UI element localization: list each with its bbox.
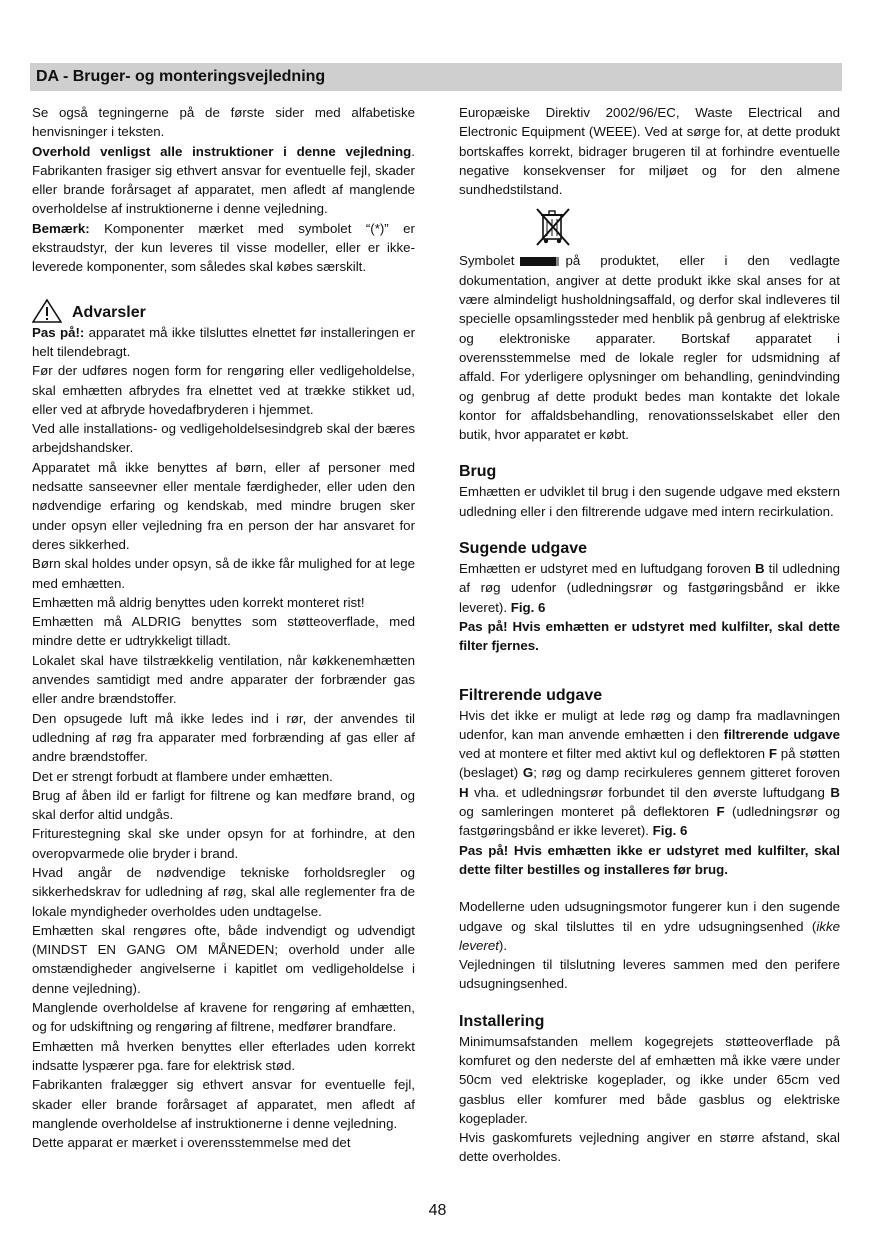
fig-ref: Fig. 6 — [652, 823, 688, 839]
filter-heading: Filtrerende udgave — [459, 686, 603, 704]
warning-item: Emhætten må aldrig benyttes uden korrekt monteret rist! — [32, 594, 365, 610]
filter-paragraph — [459, 706, 840, 841]
filter-text-3: på støtten (beslaget) — [459, 746, 840, 781]
ref-F: F — [768, 746, 777, 762]
connection-paragraph: Vejledningen til tilslutning leveres sammen med den perifere udsugningsenhed. — [459, 957, 840, 992]
filter-text-6: og samleringen monteret på deflektoren — [459, 804, 717, 820]
models-paragraph — [459, 897, 840, 955]
filter-text: Hvis det ikke er muligt at lede røg og damp fra madlavningen udenfor, kan man anvende emhætten i den — [459, 707, 840, 742]
instructions-bold: Overhold venligst alle instruktioner i denne vejledning — [32, 143, 412, 159]
symbol-paragraph — [459, 251, 840, 444]
extraction-paragraph — [459, 559, 840, 617]
warning-item: Apparatet må ikke benyttes af børn, eller af personer med nedsatte sanseevner eller mentale færdigheder, eller uden den nødvendige erfaring og kendskab, med mindre brugen sker under opsyn eller vejledning fra en person der har ansvaret for deres sikkerhed. — [32, 459, 415, 552]
ref-B: B — [754, 561, 765, 577]
filter-text-5: vha. et udledningsrør forbundet til den øverste luftudgang — [468, 784, 831, 800]
extraction-text-2: til udledning af røg udenfor (udledningsrør og fastgøringsbånd er ikke leveret). — [459, 561, 840, 615]
ref-F: F — [716, 804, 725, 820]
symbol-label: Symbolet — [459, 253, 515, 269]
filter-warning: Pas på! Hvis emhætten ikke er udstyret med kulfilter, skal dette filter bestilles og installeres før brug. — [459, 842, 840, 877]
warning-triangle-icon — [32, 299, 62, 323]
warnings-heading — [32, 295, 415, 323]
ref-H: H — [459, 784, 469, 800]
instructions-text: . Fabrikanten frasiger sig ethvert ansvar for eventuelle fejl, skader eller brande forårsaget af apparatet, men afledt af manglende overholdelse af instruktionerne i denne vejledning. — [32, 143, 415, 217]
symbol-text: på produktet, eller i den vedlagte dokumentation, angiver at dette produkt ikke skal anses for at være almindeligt husholdningsaffald, og derfor skal indleveres til specielle opsamlingssteder med henblik på genbrug af elektriske og elektroniske apparater. Bortskaf apparatet i overensstemmelse med de lokale regler for udsmidning af affald. For yderligere oplysninger om behandling, genindvinding og genbrug af dette produkt bedes man kontakte det lokale kontor for affaldsbehandling, renovationsselskabet eller den butik, hvor apparatet er købt. — [459, 253, 840, 443]
extraction-text: Emhætten er udstyret med en luftudgang foroven — [459, 561, 755, 577]
filter-text-7: (udledningsrør og fastgøringsbånd er ikke leveret). — [459, 804, 840, 839]
models-text: Modellerne uden udsugningsmotor fungerer kun i den sugende udgave og skal tilsluttes til en ydre udsugningsenhed ( — [459, 899, 840, 934]
extraction-warning: Pas på! Hvis emhætten er udstyret med kulfilter, skal dette filter fjernes. — [459, 618, 840, 654]
installation-paragraph: Minimumsafstanden mellem kogegrejets støtteoverflade på komfuret og den nederste del af emhætten må ikke være under 50cm ved elektriske kogeplader, og ikke under 65cm ved gasblus eller komfurer med både gasblus og elektriske kogeplader. — [459, 1033, 840, 1126]
section-title: DA - Bruger- og monteringsvejledning — [36, 68, 326, 85]
ref-G: G — [522, 765, 534, 781]
warning-item: Børn skal holdes under opsyn, så de ikke får mulighed for at lege med emhætten. — [32, 556, 415, 591]
crossed-bin-icon — [531, 205, 575, 247]
warnings-title: Advarsler — [72, 304, 146, 322]
note-label: Bemærk: — [32, 220, 90, 236]
warning-item: Lokalet skal have tilstrækkelig ventilation, når køkkenemhætten anvendes samtidigt med andre apparater der forbrænder gas eller andre brændstoffer. — [32, 652, 415, 707]
right-column — [459, 103, 840, 1167]
warning-item: Manglende overholdelse af kravene for rengøring af emhætten, og for udskiftning og rengøring af filtrene, medfører brandfare. — [32, 1000, 415, 1035]
warning-item — [32, 323, 415, 362]
fig-ref: Fig. 6 — [510, 599, 546, 615]
warning-item: Det er strengt forbudt at flambere under emhætten. — [32, 768, 333, 784]
weee-paragraph: Europæiske Direktiv 2002/96/EC, Waste Electrical and Electronic Equipment (WEEE). Ved at sørge for, at dette produkt bortskaffes korrekt, bidrager brugeren til at forhindre eventuelle negative konsekvenser for miljøet og for den almene sundhedstilstand. — [459, 105, 840, 198]
filter-bold: filtrerende udgave — [723, 726, 840, 742]
weee-symbol — [459, 205, 840, 251]
warning-item: Den opsugede luft må ikke ledes ind i rør, der anvendes til udledning af røg fra apparater med forbrænding af gas eller af andre brændstoffer. — [32, 710, 415, 765]
ref-B: B — [830, 784, 840, 800]
page-number: 48 — [428, 1202, 447, 1219]
models-italic: ikke leveret — [459, 918, 840, 953]
use-heading: Brug — [459, 463, 497, 481]
warning-item: Friturestegning skal ske under opsyn for at forhindre, at den overopvarmede olie bryder i brand. — [32, 826, 415, 861]
black-bar-icon — [520, 257, 559, 266]
section-header — [30, 63, 842, 91]
filter-text-2: ved at montere et filter med aktivt kul og deflektoren — [459, 746, 769, 762]
warning-item: Fabrikanten fralægger sig ethvert ansvar for eventuelle fejl, skader eller brande forårsaget af apparatet, men afledt af manglende overholdelse af instruktionerne i denne vejledning. — [32, 1077, 415, 1131]
warning-item: Dette apparat er mærket i overensstemmelse med det — [32, 1135, 351, 1151]
extraction-heading: Sugende udgave — [459, 540, 588, 558]
warning-item: Emhætten må hverken benyttes eller efterlades uden korrekt indsatte lyspærer pga. fare for elektrisk stød. — [32, 1038, 415, 1073]
use-paragraph: Emhætten er udviklet til brug i den sugende udgave med ekstern udledning eller i den filtrerende udgave med intern recirkulation. — [459, 484, 840, 519]
note-paragraph — [32, 219, 415, 277]
warning-item: Hvad angår de nødvendige tekniske forholdsregler og sikkerhedskrav for udledning af røg, skal alle reglementer fra de lokale myndigheder overholdes uden undtagelse. — [32, 864, 415, 919]
installation-paragraph-2: Hvis gaskomfurets vejledning angiver en større afstand, skal dette overholdes. — [459, 1130, 840, 1165]
note-text: Komponenter mærket med symbolet “(*)” er ekstraudstyr, der kun leveres til visse modeller, eller er ikke-leverede komponenter, som således skal købes særskilt. — [32, 220, 415, 275]
installation-heading: Installering — [459, 1012, 545, 1030]
filter-text-4: ; røg og damp recirkuleres gennem gitteret foroven — [533, 765, 840, 781]
models-text-end: ). — [498, 937, 508, 953]
warning-item: Før der udføres nogen form for rengøring eller vedligeholdelse, skal emhætten afbrydes fra elnettet ved at trække stikket ud, eller ved at afbryde hovedafbryderen i hjemmet. — [32, 363, 415, 417]
warning-item: Emhætten skal rengøres ofte, både indvendigt og udvendigt (MINDST EN GANG OM MÅNEDEN; overhold under alle omstændigheder angivelserne i kapitlet om vedligeholdelse i denne vejledning). — [32, 922, 415, 996]
warning-text: apparatet må ikke tilsluttes elnettet før installeringen er helt tilendebragt. — [32, 324, 415, 359]
instructions-paragraph — [32, 142, 415, 219]
warning-item: Ved alle installations- og vedligeholdelsesindgreb skal der bæres arbejdshandsker. — [32, 421, 415, 456]
left-column — [32, 103, 415, 1152]
warning-item: Emhætten må ALDRIG benyttes som støtteoverflade, med mindre dette er udtrykkeligt tilladt. — [32, 614, 415, 649]
intro-paragraph: Se også tegningerne på de første sider med alfabetiske henvisninger i teksten. — [32, 105, 415, 140]
warning-label: Pas på!: — [32, 324, 85, 340]
warning-item: Brug af åben ild er farligt for filtrene og kan medføre brand, og skal derfor altid undgås. — [32, 787, 415, 823]
